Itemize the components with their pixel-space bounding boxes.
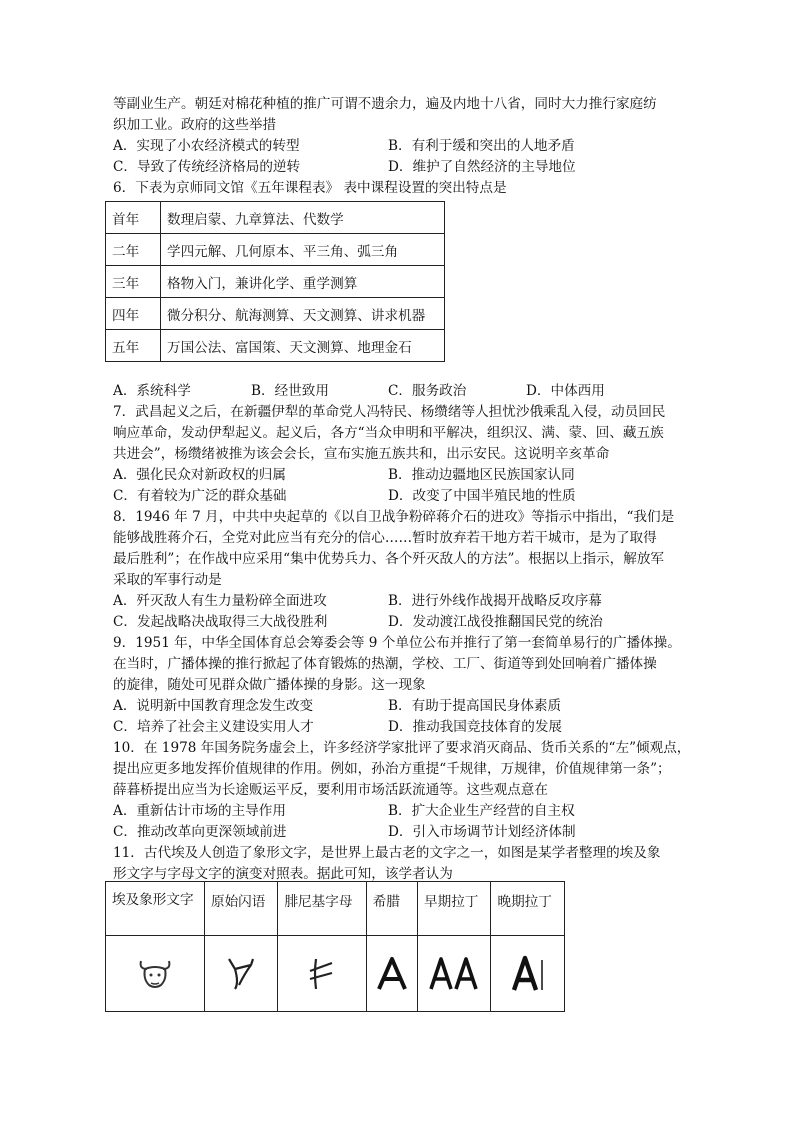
header-phoenician: 腓尼基字母 [278,882,366,936]
q10-stem-line-1: 10．在 1978 年国务院务虚会上，许多经济学家批评了要求消灭商品、货币关系的“左”倾观点， [113,740,691,756]
q5-option-b[interactable]: B．有利于缓和突出的人地矛盾 [388,138,575,154]
table-cell-courses: 万国公法、富国策、天文测算、地理金石 [161,330,445,362]
q9-option-d[interactable]: D．推动我国竞技体育的发展 [388,719,563,735]
early-latin-a-icon [418,936,491,1012]
header-early-latin: 早期拉丁 [418,882,491,936]
q8-option-a[interactable]: A．歼灭敌人有生力量粉碎全面进攻 [113,593,327,609]
header-late-latin: 晚期拉丁 [491,882,565,936]
table-cell-courses: 学四元解、几何原本、平三角、弧三角 [161,234,445,266]
q9-stem-line-1: 9．1951 年，中华全国体育总会筹委会等 9 个单位公布并推行了第一套简单易行的广播体操。 [113,635,681,651]
q10-option-d[interactable]: D．引入市场调节计划经济体制 [388,824,576,840]
table-row [106,202,445,234]
q9-option-b[interactable]: B．有助于提高国民身体素质 [388,698,562,714]
q7-stem-line-3: 共进会”，杨缵绪被推为该会会长，宣布实施五族共和，出示安民。这说明辛亥革命 [113,446,610,462]
table-cell-year: 三年 [106,266,161,298]
q9-option-a[interactable]: A．说明新中国教育理念发生改变 [113,698,314,714]
q8-stem-line-3: 最后胜利”；在作战中应采用“集中优势兵力、各个歼灭敌人的方法”。根据以上指示，解放军 [113,551,665,567]
q5-option-c[interactable]: C．导致了传统经济格局的逆转 [113,159,301,175]
table-cell-year: 二年 [106,234,161,266]
q10-stem-line-2: 提出应更多地发挥价值规律的作用。例如，孙治方重提“千规律，万规律，价值规律第一条”； [113,761,671,777]
q10-option-b[interactable]: B．扩大企业生产经营的自主权 [388,803,575,819]
q7-stem-line-1: 7．武昌起义之后，在新疆伊犁的革命党人冯特民、杨缵绪等人担忧沙俄乘乱入侵，动员回民 [113,404,666,420]
q6-option-c[interactable]: C．服务政治 [388,383,467,399]
late-latin-a-icon [491,936,565,1012]
table-row [106,266,445,298]
q6-option-d[interactable]: D．中体西用 [526,383,605,399]
table-row [106,234,445,266]
q8-stem-line-2: 能够战胜蒋介石，全党对此应当有充分的信心……暂时放弃若干地方若干城市，是为了取得 [113,530,657,546]
proto-semitic-aleph-icon [205,936,278,1012]
q10-option-c[interactable]: C．推动改革向更深领域前进 [113,824,287,840]
table-header-row [106,882,565,936]
table-row [106,330,445,362]
table-cell-year: 四年 [106,298,161,330]
q11-stem-line-1: 11．古代埃及人创造了象形文字，是世界上最古老的文字之一，如图是某学者整理的埃及象 [113,845,661,861]
q7-option-c[interactable]: C．有着较为广泛的群众基础 [113,488,287,504]
header-proto-semitic: 原始闪语 [205,882,278,936]
q11-stem-line-2: 形文字与字母文字的演变对照表。据此可知，该学者认为 [113,866,453,882]
q5-option-a[interactable]: A．实现了小农经济模式的转型 [113,138,300,154]
header-egyptian-hieroglyph: 埃及象形文字 [106,882,205,936]
q10-option-a[interactable]: A．重新估计市场的主导作用 [113,803,286,819]
table-glyph-row [106,936,565,1012]
table-row [106,298,445,330]
q9-stem-line-2: 在当时，广播体操的推行掀起了体育锻炼的热潮，学校、工厂、街道等到处回响着广播体操 [113,656,657,672]
q7-option-a[interactable]: A．强化民众对新政权的归属 [113,467,286,483]
table-cell-courses: 数理启蒙、九章算法、代数学 [161,202,445,234]
q5-stem-line-2: 织加工业。政府的这些举措 [113,117,277,133]
table-cell-courses: 微分积分、航海测算、天文测算、讲求机器 [161,298,445,330]
q8-option-b[interactable]: B．进行外线作战揭开战略反攻序幕 [388,593,602,609]
q8-option-d[interactable]: D．发动渡江战役推翻国民党的统治 [388,614,603,630]
q5-option-d[interactable]: D．维护了自然经济的主导地位 [388,159,576,175]
q8-option-c[interactable]: C．发起战略决战取得三大战役胜利 [113,614,328,630]
q7-option-d[interactable]: D．改变了中国半殖民地的性质 [388,488,576,504]
q6-stem: 6．下表为京师同文馆《五年课程表》 表中课程设置的突出特点是 [113,180,507,196]
q11-script-evolution-table [105,881,565,1012]
q5-stem-line-1: 等副业生产。朝廷对棉花种植的推广可谓不遗余力，遍及内地十八省，同时大力推行家庭纺 [113,96,657,112]
q6-option-a[interactable]: A．系统科学 [113,383,191,399]
phoenician-aleph-icon [278,936,366,1012]
q7-stem-line-2: 响应革命，发动伊犁起义。起义后，各方“当众申明和平解决，组织汉、满、蒙、回、藏五族 [113,425,664,441]
table-cell-courses: 格物入门，兼讲化学、重学测算 [161,266,445,298]
q9-option-c[interactable]: C．培养了社会主义建设实用人才 [113,719,314,735]
header-greek: 希腊 [366,882,417,936]
table-cell-year: 首年 [106,202,161,234]
q9-stem-line-3: 的旋律，随处可见群众做广播体操的身影。这一现象 [113,677,426,693]
ox-head-hieroglyph-icon [106,936,205,1012]
q7-option-b[interactable]: B．推动边疆地区民族国家认同 [388,467,575,483]
q10-stem-line-3: 薛暮桥提出应当为长途贩运平反，要利用市场活跃流通等。这些观点意在 [113,782,548,798]
q6-option-b[interactable]: B．经世致用 [251,383,329,399]
q8-stem-line-4: 采取的军事行动是 [113,572,222,588]
q6-curriculum-table [105,201,445,362]
greek-alpha-icon [366,936,417,1012]
table-cell-year: 五年 [106,330,161,362]
q8-stem-line-1: 8．1946 年 7 月，中共中央起草的《以自卫战争粉碎蒋介石的进攻》等指示中指出，“我们是 [113,509,675,525]
